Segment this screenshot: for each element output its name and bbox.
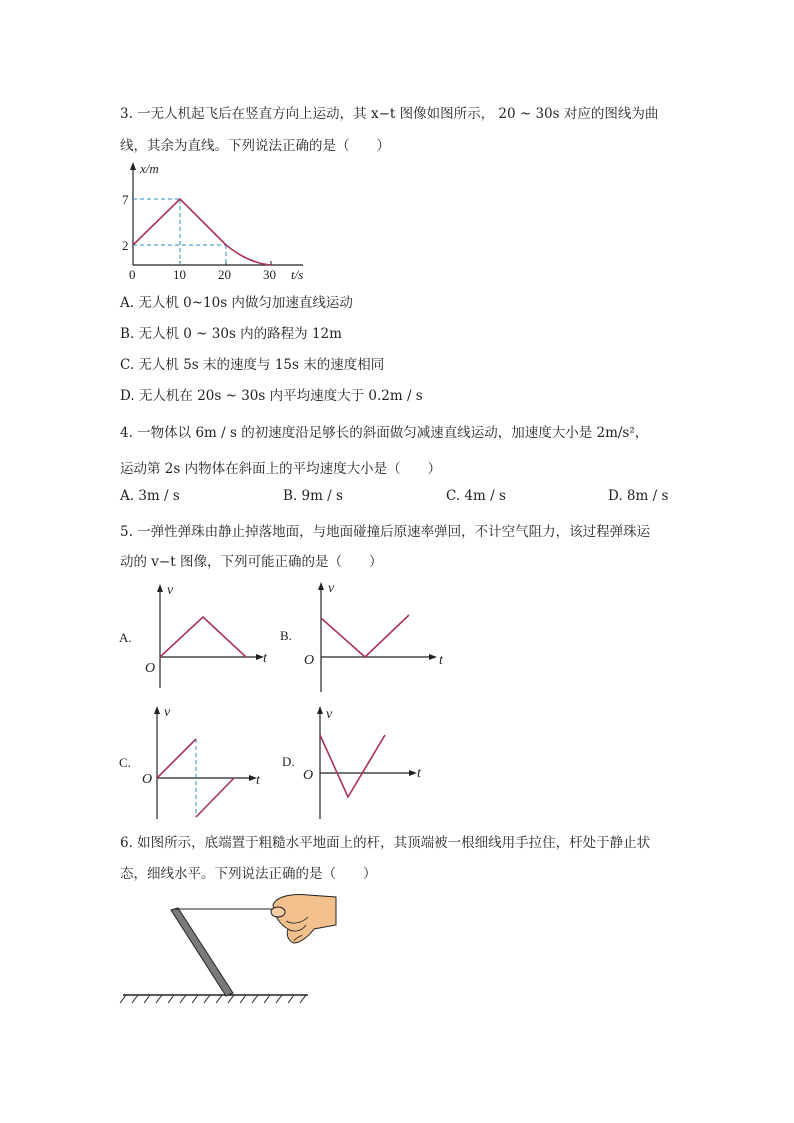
svg-text:t: t: [417, 766, 421, 781]
q3-xt-graph: [118, 160, 318, 280]
svg-text:O: O: [142, 772, 153, 787]
xt-curve: [133, 199, 271, 265]
q4-option-b: B. 9m / s: [283, 488, 343, 504]
q5-graph-b: [280, 578, 450, 693]
svg-text:t: t: [263, 651, 267, 666]
svg-text:v: v: [164, 705, 171, 720]
svg-text:t: t: [256, 773, 260, 788]
xt-ylabel: x/m: [140, 161, 159, 176]
graph-c-line-down: [196, 778, 234, 817]
svg-text:O: O: [304, 653, 315, 668]
hand-icon: [271, 894, 336, 943]
q3-option-d: D. 无人机在 20s ~ 30s 内平均速度大于 0.2m / s: [120, 388, 423, 404]
xtick-30: 30: [263, 267, 276, 282]
graph-a-line: [160, 617, 246, 657]
q3-stem-line-2: 线，其余为直线。下列说法正确的是（ ）: [120, 138, 390, 154]
q5-stem-line-1: 5. 一弹性弹珠由静止掉落地面，与地面碰撞后原速率弹回，不计空气阻力，该过程弹珠运: [120, 524, 651, 540]
q5-graph-d: [280, 702, 440, 820]
q4-option-a: A. 3m / s: [120, 488, 180, 504]
xtick-20: 20: [218, 267, 231, 282]
q4-stem-line-1: 4. 一物体以 6m / s 的初速度沿足够长的斜面做匀减速直线运动，加速度大小是 2m/s²，: [120, 425, 649, 441]
ytick-7: 7: [122, 192, 129, 207]
q3-option-c: C. 无人机 5s 末的速度与 15s 末的速度相同: [120, 357, 385, 373]
q6-stem-line-1: 6. 如图所示，底端置于粗糙水平地面上的杆，其顶端被一根细线用手拉住，杆处于静止状: [120, 835, 651, 851]
q3-stem-line-1: 3. 一无人机起飞后在竖直方向上运动，其 x−t 图像如图所示， 20 ~ 30s 对应的图线为曲: [120, 106, 659, 122]
xtick-0: 0: [129, 267, 136, 282]
svg-text:v: v: [167, 583, 174, 598]
graph-c-label: C.: [119, 755, 131, 770]
graph-d-label: D.: [282, 754, 295, 769]
q4-stem-line-2: 运动第 2s 内物体在斜面上的平均速度大小是（ ）: [120, 461, 442, 477]
q5-graph-c: [115, 702, 275, 820]
svg-text:O: O: [145, 661, 156, 676]
q6-rod-diagram: [118, 885, 348, 1010]
q4-option-c: C. 4m / s: [446, 488, 506, 504]
rod: [171, 908, 233, 996]
graph-b-line: [321, 615, 409, 657]
svg-text:v: v: [328, 581, 335, 596]
q5-graph-a: [115, 580, 275, 690]
graph-a-label: A.: [119, 630, 132, 645]
q3-option-b: B. 无人机 0 ~ 30s 内的路程为 12m: [120, 326, 342, 342]
q3-option-a: A. 无人机 0~10s 内做匀加速直线运动: [120, 295, 353, 311]
q6-stem-line-2: 态，细线水平。下列说法正确的是（ ）: [120, 866, 377, 882]
q5-stem-line-2: 动的 v−t 图像，下列可能正确的是（ ）: [120, 554, 383, 570]
graph-c-line-up: [157, 739, 196, 778]
xt-xlabel: t/s: [291, 267, 304, 282]
svg-text:v: v: [326, 707, 333, 722]
ytick-2: 2: [122, 238, 129, 253]
xtick-10: 10: [173, 267, 186, 282]
svg-text:O: O: [303, 768, 314, 783]
graph-b-label: B.: [280, 628, 292, 643]
q4-option-d: D. 8m / s: [608, 488, 669, 504]
graph-d-line: [320, 735, 385, 797]
svg-text:t: t: [439, 653, 443, 668]
